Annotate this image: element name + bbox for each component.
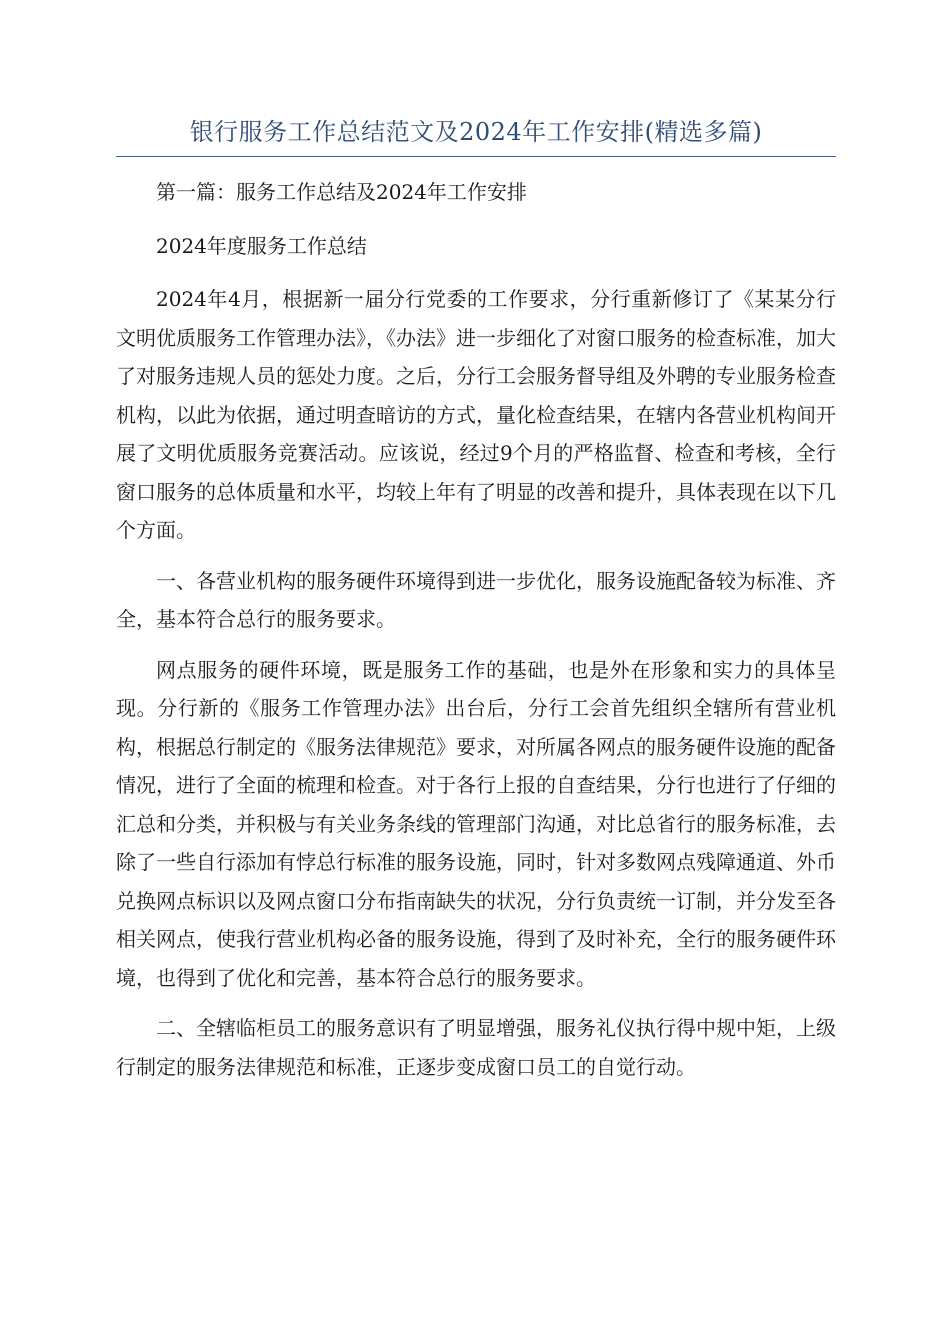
title-block bbox=[116, 112, 836, 157]
body-paragraph: 一、各营业机构的服务硬件环境得到进一步优化，服务设施配备较为标准、齐全，基本符合总行的服务要求。 bbox=[116, 568, 836, 631]
body-paragraph: 2024年4月，根据新一届分行党委的工作要求，分行重新修订了《某某分行文明优质服务工作管理办法》，《办法》进一步细化了对窗口服务的检查标准，加大了对服务违规人员的惩处力度。之后，分行工会服务督导组及外聘的专业服务检查机构，以此为依据，通过明查暗访的方式，量化检查结果，在辖内各营业机构间开展了文明优质服务竞赛活动。应该说，经过9个月的严格监督、检查和考核，全行窗口服务的总体质量和水平，均较上年有了明显的改善和提升，具体表现在以下几个方面。 bbox=[116, 287, 836, 542]
document-body bbox=[116, 173, 836, 1098]
document-title: 银行服务工作总结范文及2024年工作安排(精选多篇) bbox=[189, 118, 763, 146]
body-paragraph: 二、全辖临柜员工的服务意识有了明显增强，服务礼仪执行得中规中矩，上级行制定的服务法律规范和标准，正逐步变成窗口员工的自觉行动。 bbox=[116, 1016, 836, 1079]
body-paragraph: 网点服务的硬件环境，既是服务工作的基础，也是外在形象和实力的具体呈现。分行新的《服务工作管理办法》出台后，分行工会首先组织全辖所有营业机构，根据总行制定的《服务法律规范》要求，对所属各网点的服务硬件设施的配备情况，进行了全面的梳理和检查。对于各行上报的自查结果，分行也进行了仔细的汇总和分类，并积极与有关业务条线的管理部门沟通，对比总省行的服务标准，去除了一些自行添加有悖总行标准的服务设施，同时，针对多数网点残障通道、外币兑换网点标识以及网点窗口分布指南缺失的状况，分行负责统一订制，并分发至各相关网点，使我行营业机构必备的服务设施，得到了及时补充，全行的服务硬件环境，也得到了优化和完善，基本符合总行的服务要求。 bbox=[116, 657, 836, 990]
section-heading: 第一篇：服务工作总结及2024年工作安排 bbox=[156, 180, 527, 204]
subsection-heading: 2024年度服务工作总结 bbox=[156, 233, 367, 258]
